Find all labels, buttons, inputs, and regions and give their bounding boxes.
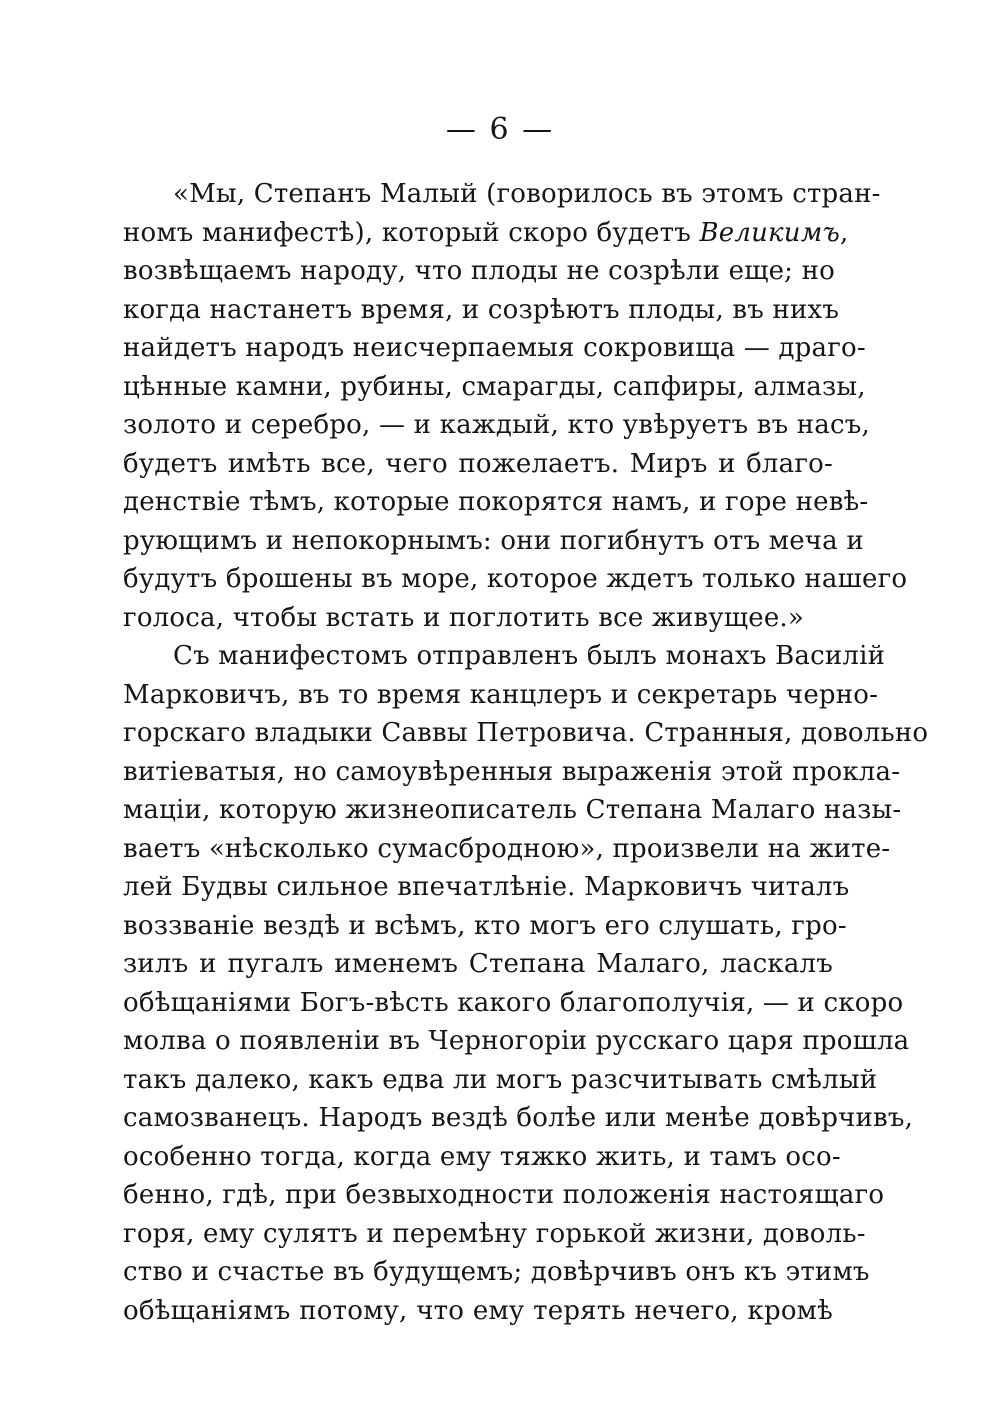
text-line: лей Будвы сильное впечатлѣніе. Марковичъ читалъ [123, 872, 850, 902]
text-line: будутъ брошены въ море, которое ждетъ только нашего [123, 564, 908, 594]
text-line: горскаго владыки Саввы Петровича. Странныя, довольно [123, 718, 929, 748]
text-line: бенно, гдѣ, при безвыходности положенія настоящаго [123, 1180, 885, 1210]
text-line: голоса, чтобы встать и поглотить все живущее.» [123, 602, 804, 633]
text-line: когда настанетъ время, и созрѣютъ плоды, въ нихъ [123, 294, 840, 325]
text-line: обѣщаніями Богъ-вѣсть какого благополучія, — и скоро [123, 987, 904, 1018]
text-line [123, 214, 849, 253]
text-line: самозванецъ. Народъ вездѣ болѣе или менѣе довѣрчивъ, [123, 1103, 914, 1133]
paragraph-1 [123, 175, 908, 637]
paragraph-2 [123, 637, 929, 1330]
text-line: будетъ имѣть все, чего пожелаетъ. Миръ и благо- [123, 448, 833, 479]
text-line: цѣнные камни, рубины, смарагды, сапфиры, алмазы, [123, 371, 866, 402]
text-line: молва о появленіи въ Черногоріи русскаго царя прошла [123, 1026, 910, 1056]
text-line: зилъ и пугалъ именемъ Степана Малаго, ласкалъ [123, 949, 833, 979]
text-line: найдетъ народъ неисчерпаемыя сокровища — драго- [123, 333, 866, 363]
text-line: особенно тогда, когда ему тяжко жить, и тамъ осо- [123, 1141, 841, 1172]
text-line: возвѣщаемъ народу, что плоды не созрѣли еще; но [123, 256, 835, 286]
text-line: рующимъ и непокорнымъ: они погибнутъ отъ меча и [123, 525, 864, 556]
text-line: Марковичъ, въ то время канцлеръ и секретарь черно- [123, 679, 879, 710]
text-line: «Мы, Степанъ Малый (говорилось въ этомъ стран- [173, 179, 881, 209]
text-segment: номъ манифестѣ), который скоро будетъ [123, 217, 700, 248]
text-line: горя, ему сулятъ и перемѣну горькой жизни, доволь- [123, 1218, 866, 1249]
text-line: витіеватыя, но самоувѣренныя выраженія этой прокла- [123, 756, 901, 787]
text-line: денствіе тѣмъ, которые покорятся намъ, и горе невѣ- [123, 487, 869, 517]
text-line: ваетъ «нѣсколько сумасбродною», произвели на жите- [123, 833, 891, 864]
text-block [123, 175, 929, 1330]
text-line: ство и счастье въ будущемъ; довѣрчивъ онъ къ этимъ [123, 1257, 870, 1287]
text-line: Съ манифестомъ отправленъ былъ монахъ Василій [173, 641, 886, 671]
emphasized-word: Великимъ [699, 217, 841, 248]
text-line: золото и серебро, — и каждый, кто увѣруетъ въ насъ, [123, 410, 870, 440]
text-line: такъ далеко, какъ едва ли могъ разсчитывать смѣлый [123, 1064, 878, 1095]
text-line: маціи, которую жизнеописатель Степана Малаго назы- [123, 795, 902, 825]
text-segment: , [840, 217, 849, 248]
text-line: обѣщаніямъ потому, что ему терять нечего, кромѣ [123, 1295, 833, 1326]
text-line: воззваніе вездѣ и всѣмъ, кто могъ его слушать, гро- [123, 910, 847, 941]
page-number: — 6 — [445, 112, 555, 147]
